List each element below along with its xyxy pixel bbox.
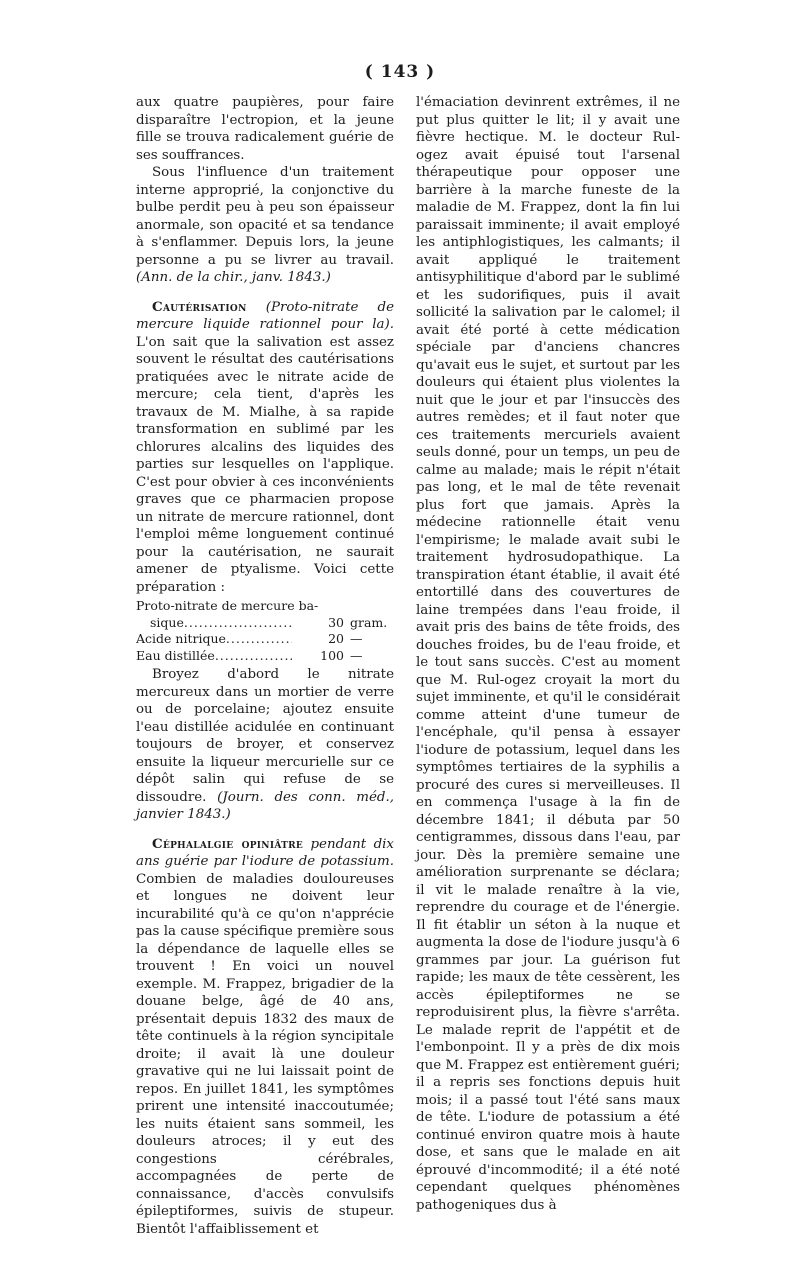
paragraph: l'émaciation devinrent extrêmes, il ne put plus quitter le lit; il y avait une fièvre hectique. M. le docteur Rul-ogez avait épuisé tout l'arsenal thérapeutique pour opposer une barrière à la marche funeste de la maladie de M. Frappez, dont la fin lui paraissait imminente; il avait employé les antiphlogistiques, les calmants; il avait appliqué le traitement antisyphilitique d'abord par le sublimé et les sudorifiques, puis il avait sollicité la salivation par le calomel; il avait été porté à cette médication spéciale par d'anciens chancres qu'avait eus le sujet, et surtout par les douleurs qui étaient plus violentes la nuit que le jour et par l'insuccès des autres remèdes; et il faut noter que ces traitements mercuriels avaient seuls donné, pour un temps, un peu de calme au malade; mais le répit n'était pas long, et le mal de tête revenait plus fort que jamais. Après la médecine rationnelle était venu l'empirisme; le malade avait subi le traitement hydrosudopathique. La transpiration étant établie, il avait été entortillé dans des couvertures de laine trempées dans l'eau froide, il avait pris des bains de tête froids, des douches froides, bu de l'eau froide, et le tout sans succès. C'est au moment que M. Rul-ogez croyait la mort du sujet imminente, et qu'il le considérait comme atteint d'une tumeur de l'encéphale, qu'il pensa à essayer l'iodure de potassium, lequel dans les symptômes tertiaires de la syphilis a procuré des cures si merveilleuses. Il en commença l'usage à la fin de décembre 1841; il débuta par 50 centigrammes, dissous dans l'eau, par jour. Dès la première semaine une amélioration surprenante se déclara; il vit le malade renaître à la vie, reprendre du courage et de l'énergie. Il fit établir un séton à la nuque et augmenta la dose de l'iodure jusqu'à 6 grammes par jour. La guérison fut rapide; les maux de tête cessèrent, les accès épileptiformes ne se reproduisirent plus, la fièvre s'arrêta. Le malade reprit de l'appétit et de l'embonpoint. Il y a près de dix mois que M. Frappez est entièrement guéri; il a repris ses fonctions depuis huit mois; il a passé tout l'été sans maux de tête. L'iodure de potassium a été continué environ quatre mois à haute dose, et sans que le malade en ait éprouvé d'incommodité; il a été noté cependant quelques phénomènes pathogeniques dus à xyxy=(416,95,680,1213)
section-subtitle: (Proto-nitrate de mercure liquide rationnel pour la). xyxy=(136,299,394,332)
leader-dots xyxy=(226,631,292,648)
recipe-row xyxy=(136,631,394,648)
paragraph xyxy=(136,666,394,824)
leader-dots xyxy=(215,648,292,665)
paragraph-text: Sous l'influence d'un traitement interne approprié, la conjonctive du bulbe perdit peu à peu son épaisseur anormale, son opacité et sa tendance à s'enflammer. Depuis lors, la jeune personne a pu se livrer au travail. xyxy=(136,165,394,268)
ingredient-name: Proto-nitrate de mercure ba- xyxy=(136,598,319,613)
recipe-row xyxy=(136,648,394,665)
section-cephalalgie xyxy=(136,836,394,1239)
ingredient-name: sique xyxy=(150,614,184,630)
leader-dots xyxy=(184,615,292,632)
section-heading: Céphalalgie opiniâtre xyxy=(152,835,304,852)
recipe-row xyxy=(136,615,394,632)
section-subtitle: pendant dix ans guérie par l'iodure de potassium. xyxy=(136,836,394,869)
left-column xyxy=(136,94,394,1238)
ingredient-quantity: 30 xyxy=(328,614,344,630)
section-text: L'on sait que la salivation est assez souvent le résultat des cautérisations pratiquées avec le nitrate acide de mercure; cela tient, d'après les travaux de M. Mialhe, à sa rapide transformation en sublimé par les chlorures alcalins des liquides des parties sur lesquelles on l'applique. C'est pour obvier à ces inconvénients graves que ce pharmacien propose un nitrate de mercure rationnel, dont l'emploi même longuement continué pour la cautérisation, ne saurait amener de ptyalisme. Voici cette préparation : xyxy=(136,334,394,595)
paragraph-text: Broyez d'abord le nitrate mercureux dans un mortier de verre ou de porcelaine; ajoutez ensuite l'eau distillée acidulée en continuant toujours de broyer, et conservez ensuite la liqueur mercurielle sur ce dépôt salin qui refuse de se dissoudre. xyxy=(136,667,394,805)
citation: (Journ. des conn. méd., janvier 1843.) xyxy=(136,789,394,822)
paragraph: aux quatre paupières, pour faire disparaître l'ectropion, et la jeune fille se trouva radicalement guérie de ses souffrances. xyxy=(136,95,394,163)
section-text: Combien de maladies douloureuses et longues ne doivent leur incurabilité qu'à ce qu'on n'apprécie pas la cause spécifique première sous la dépendance de laquelle elles se trouvent ! En voici un nouvel exemple. M. Frappez, brigadier de la douane belge, âgé de 40 ans, présentait depuis 1832 des maux de tête continuels à la région syncipitale droite; il avait là une douleur gravative qui ne lui laissait point de repos. En juillet 1841, les symptômes prirent une intensité inaccoutumée; les nuits étaient sans sommeil, les douleurs atroces; il y eut des congestions cérébrales, accompagnées de perte de connaissance, d'accès convulsifs épileptiformes, suivis de stupeur. Bientôt l'affaiblissement et xyxy=(136,871,394,1237)
paragraph xyxy=(136,164,394,287)
ingredient-unit: gram. xyxy=(350,614,388,630)
ingredient-quantity: 20 xyxy=(328,631,344,646)
ingredient-name: Acide nitrique xyxy=(136,631,226,646)
ingredient-unit: — xyxy=(350,631,363,646)
ingredient-unit: — xyxy=(350,647,363,663)
ingredient-name: Eau distillée xyxy=(136,647,215,663)
citation: (Ann. de la chir., janv. 1843.) xyxy=(136,270,331,285)
recipe-row xyxy=(136,598,394,615)
section-cauterisation xyxy=(136,299,394,597)
recipe-table xyxy=(136,598,394,664)
ingredient-quantity: 100 xyxy=(320,647,344,663)
section-heading: Cautérisation xyxy=(152,298,247,315)
page-number: ( 143 ) xyxy=(364,62,436,82)
right-column xyxy=(416,94,680,1214)
